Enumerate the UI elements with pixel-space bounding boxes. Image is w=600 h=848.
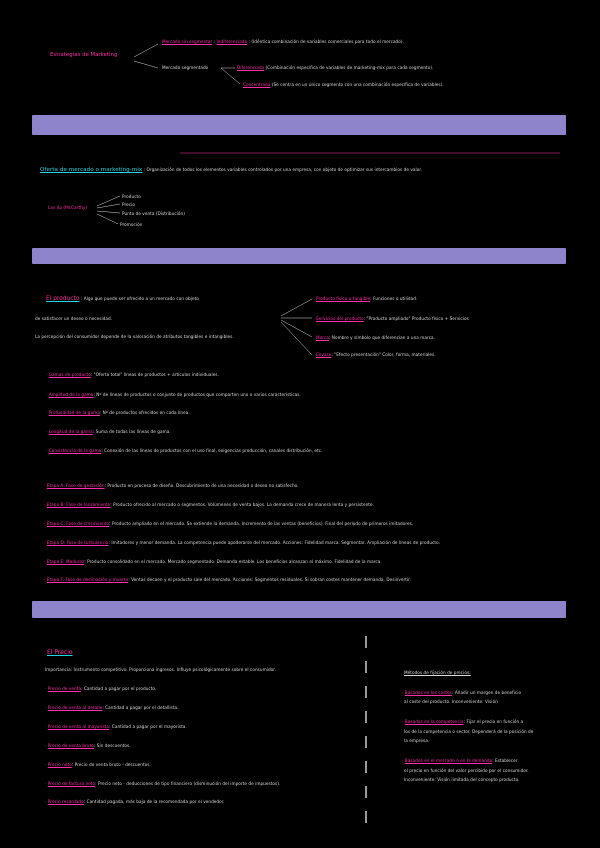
gama-desc: : Conexión de las líneas de productos con el uso final, exigencias producción, canales distribución, etc. <box>101 448 323 453</box>
divider-bar-3 <box>32 601 566 618</box>
gama-desc: : Nº de productos ofrecidos en cada línea. <box>99 410 190 415</box>
section-title-oferta: Oferta de mercado o marketing-mix <box>40 167 143 173</box>
branch-key: Diferenciada <box>237 65 265 70</box>
metodo-key: Basados en el mercado o en la demanda <box>404 758 493 763</box>
precio-desc: : Cantidad pagada, más baja de la recomendada por el vendedor. <box>83 799 225 804</box>
precio-item: · Precio de venta al detalle: Cantidad a pagar por el detallista. <box>45 705 179 710</box>
producto-intro-line1 <box>46 296 199 302</box>
branch-desc: (Combinación específica de variables de marketing-mix para cada segmento). <box>265 65 434 70</box>
metodos-title: Métodos de fijación de precios: <box>404 670 471 675</box>
divider-bar-1 <box>32 115 566 135</box>
metodo-competencia-line1: · Basados en la competencia: Fijar el precio en función a <box>402 719 524 724</box>
gama-desc: : Nº de líneas de productos o conjunto de productos que comparten uno o varios características. <box>93 392 301 397</box>
branch-desc: (Se centra en un único segmento con una combinación específica de variables). <box>271 82 444 87</box>
four-ps-item-promocion: Promoción <box>120 222 143 227</box>
precio-desc: : Sin descuentos. <box>93 743 131 748</box>
precio-desc: : Cantidad a pagar por el mayorista. <box>109 724 187 729</box>
metodo-competencia-line3: la empresa. <box>404 738 430 743</box>
stage-item: · Etapa F: Fase de declinación y muerte: Ventas decaen y el producto sale del mercado. Acciones: Segmentos residuales. Si sobran costes mantener demanda. Desinvertir. <box>44 577 411 582</box>
gama-item: · Profundidad de la gama: Nº de productos ofrecidos en cada línea. <box>46 410 190 415</box>
gama-item: · Consistencia de la gama: Conexión de las líneas de productos con el uso final, exigencias producción, canales distribución, etc. <box>46 448 323 453</box>
section-title-producto: El producto <box>46 296 80 302</box>
precio-desc: : Precio neto - deducciones de tipo financiero (disminución del importe de impuestos). <box>95 781 281 786</box>
precio-key: Precio de factura neto <box>47 781 96 786</box>
stage-item: · Etapa D: Fase de turbulencia: Imitadores y menor demanda. La competencia puede apoderarse del mercado. Acciones: Fidelidad marca. Segmentar. Ampliación de líneas de producto. <box>44 540 441 545</box>
metodo-costes-line2: al coste del producto. Inconveniente: Visión <box>404 699 498 704</box>
stage-desc: : Ventas decaen y el producto sale del mercado. Acciones: Segmentos residuales. Si sobran costes mantener demanda. Desinvertir. <box>128 577 411 582</box>
precio-desc: : Cantidad a pagar por el producto. <box>81 686 157 691</box>
branch-mercado-segmentado <box>162 65 208 70</box>
gama-key: Profundidad de la gama <box>48 410 100 415</box>
precio-item: · Precio de venta bruto: Sin descuentos. <box>45 743 131 748</box>
stage-key: Etapa B: Fase de lanzamiento <box>46 502 111 507</box>
precio-item: · Precio recordado: Cantidad pagada, más baja de la recomendada por el vendedor. <box>45 799 225 804</box>
stage-item: · Etapa A: Fase de gestación: Producto en proceso de diseño. Descubrimiento de una necesidad o deseo no satisfecho. <box>44 483 299 488</box>
gama-key: Longitud de la gama <box>48 429 93 434</box>
branch-label: Mercado segmentado <box>162 65 209 70</box>
stage-item: · Etapa E: Madurez: Producto consolidado en el mercado. Mercado segmentado. Demanda estable. Los beneficios alcanzan el máximo. Fidelidad de la marca. <box>44 559 382 564</box>
section-title-estrategias: Estrategias de Marketing <box>50 52 118 58</box>
stage-item: · Etapa B: Fase de lanzamiento: Producto ofrecido al mercado o segmentos. Volúmenes de venta bajos. La demanda crece de manera lenta y persistente. <box>44 502 375 507</box>
producto-attr-envase <box>316 352 436 357</box>
section-desc: : Organización de todos los elementos variables controlados por una empresa, con objeto de optimizar sus intercambios de valor. <box>143 167 423 172</box>
branch-diferenciada <box>237 65 433 70</box>
branch-key: Indiferenciada <box>216 39 248 44</box>
gama-key: Amplitud de la gama <box>48 392 94 397</box>
metodo-demanda-line3: Inconveniente: Visión limitada del concepto producto. <box>404 777 520 782</box>
stage-key: Etapa E: Madurez <box>46 559 85 564</box>
precio-key: Precio de venta bruto <box>47 743 94 748</box>
attr-desc: : Nombre y símbolo que diferencian a una marca. <box>328 335 436 340</box>
precio-key: Precio de venta al mayorista <box>47 724 110 729</box>
stage-key: Etapa A: Fase de gestación <box>46 483 105 488</box>
stage-desc: : Producto en proceso de diseño. Descubrimiento de una necesidad o deseo no satisfecho. <box>104 483 299 488</box>
attr-key: Marca <box>316 335 329 340</box>
attr-desc: : "Efecto presentación" Color, forma, materiales. <box>331 352 436 357</box>
section-title-precio: El Precio <box>47 649 73 656</box>
precio-desc: : Cantidad a pagar por el detallista. <box>102 705 179 710</box>
four-ps-item-precio: Precio <box>122 202 135 207</box>
attr-key: Producto físico o tangible <box>316 296 371 301</box>
gama-item: · Longitud de la gama: Suma de todas las líneas de gama. <box>46 429 171 434</box>
gama-key: Gamas de producto <box>48 372 91 377</box>
gama-desc: : "Oferta total" líneas de productos + artículos individuales. <box>90 372 219 377</box>
producto-attr-marca <box>316 335 435 340</box>
stage-desc: : Producto ofrecido al mercado o segmentos. Volúmenes de venta bajos. La demanda crece de manera lenta y persistente. <box>110 502 375 507</box>
gama-item: · Amplitud de la gama: Nº de líneas de productos o conjunto de productos que comparten uno o varios características. <box>46 392 301 397</box>
four-ps-label: Las 4p (McCarthy) <box>48 205 88 210</box>
metodo-key: Basados en los costes <box>404 690 452 695</box>
branch-concentrada <box>243 82 444 87</box>
stage-key: Etapa C: Fase de crecimiento <box>46 521 110 526</box>
metodo-desc: : Añadir un margen de beneficio <box>451 690 522 695</box>
producto-attr-fisico <box>316 296 417 301</box>
precio-key: Precio de venta al detalle <box>47 705 103 710</box>
attr-key: Envase <box>316 352 332 357</box>
stage-key: Etapa D: Fase de turbulencia <box>46 540 109 545</box>
precio-item: · Precio de venta al mayorista: Cantidad a pagar por el mayorista. <box>45 724 187 729</box>
metodo-demanda-line1: · Basados en el mercado o en la demanda: Establecer <box>402 758 518 763</box>
precio-desc: : Precio de venta bruto - descuentos. <box>71 762 151 767</box>
metodo-desc: : Fijar el precio en función a <box>463 719 524 724</box>
branch-desc: : (Idéntica combinación de variables comerciales para todo el mercado). <box>248 39 404 44</box>
stage-item: · Etapa C: Fase de crecimiento: Producto ampliado en el mercado. Se extiende la demanda. Incremento de las ventas (beneficios). Final del período de primeros imitadores. <box>44 521 414 526</box>
stage-desc: : Producto ampliado en el mercado. Se extiende la demanda. Incremento de las ventas (beneficios). Final del período de primeros imitadores. <box>109 521 414 526</box>
precio-item: · Precio de factura neto: Precio neto - deducciones de tipo financiero (disminución del importe de impuestos). <box>45 781 281 786</box>
gama-desc: : Suma de todas las líneas de gama. <box>92 429 171 434</box>
gama-item: · Gamas de producto: "Oferta total" líneas de productos + artículos individuales. <box>46 372 219 377</box>
precio-key: Precio neto <box>47 762 72 767</box>
attr-key: Servicios del producto <box>316 316 364 321</box>
producto-attr-servicios <box>316 316 469 321</box>
attr-desc: : "Producto ampliado" Producto físico + Servicios <box>363 316 469 321</box>
branch-mercado-sin-segmentar: Mercado sin segmentar : Indiferenciada : (Idéntica combinación de variables comerciales para todo el mercado). <box>162 39 404 44</box>
branch-key: Concentrada <box>243 82 271 87</box>
precio-item: · Precio de venta: Cantidad a pagar por el producto. <box>45 686 157 691</box>
marketing-mix-definition <box>40 167 422 173</box>
divider-bar-2 <box>32 248 566 264</box>
intro-text: : Algo que puede ser ofrecido a un mercado con objeto <box>80 296 199 301</box>
four-ps-item-producto: Producto <box>122 194 141 199</box>
gama-key: Consistencia de la gama <box>48 448 102 453</box>
precio-importancia: Importancia: Instrumento competitivo. Proporciona ingresos. Influye psicológicamente sobre el consumidor. <box>45 667 277 672</box>
precio-key: Precio de venta <box>47 686 82 691</box>
producto-intro-line2: de satisfacer un deseo o necesidad. <box>35 316 113 321</box>
stage-desc: : Imitadores y menor demanda. La competencia puede apoderarse del mercado. Acciones: Fidelidad marca. Segmentar. Ampliación de líneas de producto. <box>108 540 441 545</box>
attr-desc: : Funciones o utilidad. <box>370 296 418 301</box>
metodo-key: Basados en la competencia <box>404 719 464 724</box>
producto-intro-line3: La percepción del consumidor depende de la valoración de atributos tangibles e intangibles. <box>35 334 234 339</box>
four-ps-item-punto-venta: Punto de venta (Distribución) <box>122 211 185 216</box>
stage-key: Etapa F: Fase de declinación y muerte <box>46 577 129 582</box>
branch-label: Mercado sin segmentar <box>162 39 213 44</box>
precio-item: · Precio neto: Precio de venta bruto - descuentos. <box>45 762 151 767</box>
metodo-desc: : Establecer <box>492 758 518 763</box>
precio-key: Precio recordado <box>47 799 84 804</box>
metodo-demanda-line2: el precio en función del valor percibido por el consumidor. <box>404 768 529 773</box>
stage-desc: : Producto consolidado en el mercado. Mercado segmentado. Demanda estable. Los beneficios alcanzan el máximo. Fidelidad de la marca. <box>84 559 382 564</box>
metodo-costes-line1: · Basados en los costes: Añadir un margen de beneficio <box>402 690 522 695</box>
metodo-competencia-line2: los de la competencia o sector. Dependerá de la posición de <box>404 729 534 734</box>
